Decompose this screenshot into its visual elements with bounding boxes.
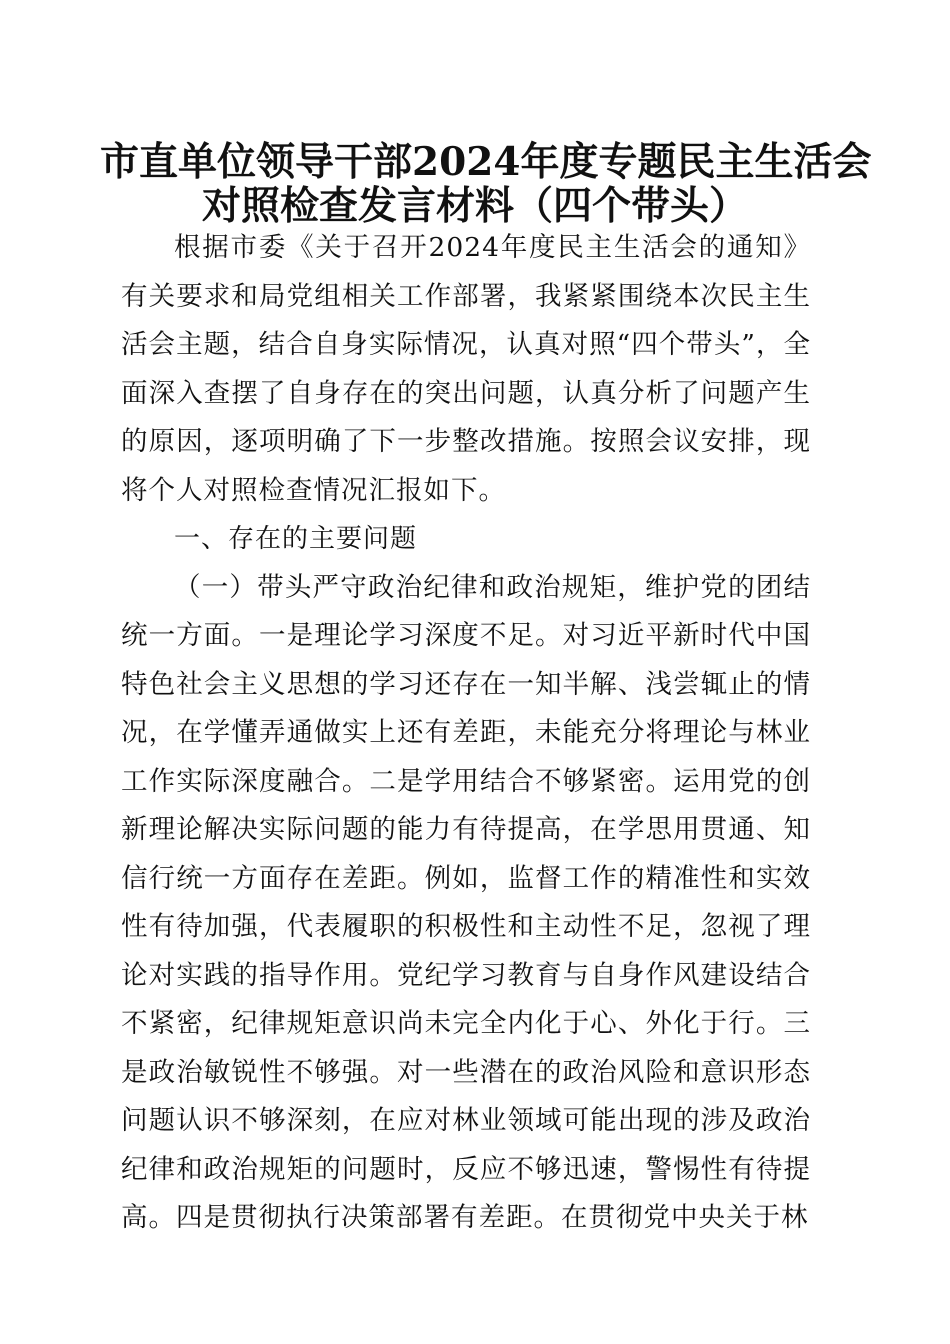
document-title-line-1: 市直单位领导干部2024年度专题民主生活会 xyxy=(100,139,872,185)
intro-paragraph: 根据市委《关于召开2024年度民主生活会的通知》有关要求和局党组相关工作部署，我紧紧围绕本次民主生活会主题，结合自身实际情况，认真对照“四个带头”，全面深入查摆了自身存在的突出问题，认真分析了问题产生的原因，逐项明确了下一步整改措施。按照会议安排，现将个人对照检查情况汇报如下。 xyxy=(121,232,811,506)
document-title-line-2: 对照检查发言材料（四个带头） xyxy=(201,183,748,229)
document-body xyxy=(121,224,811,1243)
section-paragraph-1: （一）带头严守政治纪律和政治规矩，维护党的团结统一方面。一是理论学习深度不足。对习近平新时代中国特色社会主义思想的学习还存在一知半解、浅尝辄止的情况，在学懂弄通做实上还有差距，未能充分将理论与林业工作实际深度融合。二是学用结合不够紧密。运用党的创新理论解决实际问题的能力有待提高，在学思用贯通、知信行统一方面存在差距。例如，监督工作的精准性和实效性有待加强，代表履职的积极性和主动性不足，忽视了理论对实践的指导作用。党纪学习教育与自身作风建设结合不紧密，纪律规矩意识尚未完全内化于心、外化于行。三是政治敏锐性不够强。对一些潜在的政治风险和意识形态问题认识不够深刻，在应对林业领域可能出现的涉及政治纪律和政治规矩的问题时，反应不够迅速，警惕性有待提高。四是贯彻执行决策部署有差距。在贯彻党中央关于林 xyxy=(121,571,811,1233)
section-heading-problems: 一、存在的主要问题 xyxy=(174,524,418,554)
